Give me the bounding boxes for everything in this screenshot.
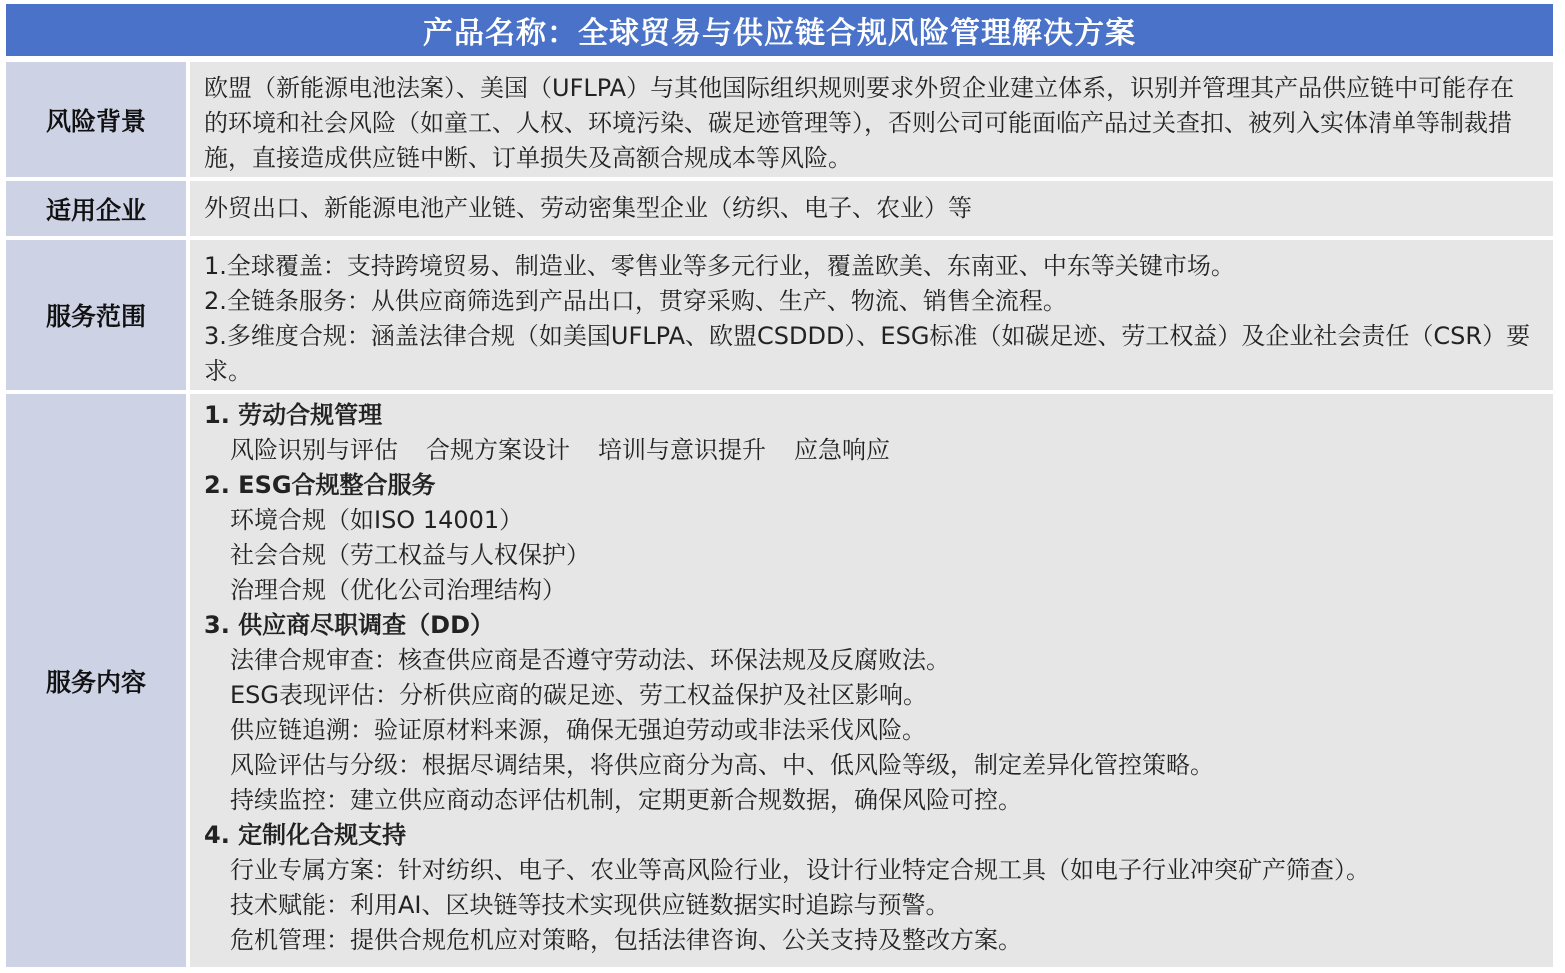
- list-item: 社会合规（劳工权益与人权保护）: [230, 541, 590, 569]
- section-title-custom-compliance: 4. 定制化合规支持: [204, 821, 407, 849]
- section-title-supplier-due-diligence: 3. 供应商尽职调查（DD）: [204, 611, 495, 639]
- table-row-risk-background: [6, 62, 1553, 177]
- row-label-service-content: 服务内容: [6, 394, 186, 967]
- row-content-applicable-companies: [190, 181, 1553, 236]
- section-title-esg-compliance: 2. ESG合规整合服务: [204, 471, 436, 499]
- service-scope-line: 1.全球覆盖：支持跨境贸易、制造业、零售业等多元行业，覆盖欧美、东南亚、中东等关键市场。: [204, 252, 1235, 280]
- applicable-companies-text: 外贸出口、新能源电池产业链、劳动密集型企业（纺织、电子、农业）等: [204, 194, 972, 222]
- page-title: 产品名称：全球贸易与供应链合规风险管理解决方案: [6, 4, 1553, 56]
- list-item: 风险评估与分级：根据尽调结果，将供应商分为高、中、低风险等级，制定差异化管控策略。: [230, 751, 1214, 779]
- service-scope-line: 3.多维度合规：涵盖法律合规（如美国UFLPA、欧盟CSDDD）、ESG标准（如碳足迹、劳工权益）及企业社会责任（CSR）要求。: [204, 322, 1531, 385]
- risk-background-text: 欧盟（新能源电池法案）、美国（UFLPA）与其他国际组织规则要求外贸企业建立体系，识别并管理其产品供应链中可能存在的环境和社会风险（如童工、人权、环境污染、碳足迹管理等），否则公司可能面临产品过关查扣、被列入实体清单等制裁措施，直接造成供应链中断、订单损失及高额合规成本等风险。: [204, 74, 1515, 172]
- row-label-applicable-companies: 适用企业: [6, 181, 186, 236]
- list-item: 风险识别与评估: [230, 436, 398, 464]
- list-item: 环境合规（如ISO 14001）: [230, 506, 524, 534]
- list-item: 持续监控：建立供应商动态评估机制，定期更新合规数据，确保风险可控。: [230, 786, 1022, 814]
- list-item: 应急响应: [794, 436, 890, 464]
- table-row-service-scope: [6, 240, 1553, 390]
- list-item: 供应链追溯：验证原材料来源，确保无强迫劳动或非法采伐风险。: [230, 716, 926, 744]
- labor-compliance-items: [204, 433, 1537, 468]
- table-row-service-content: [6, 394, 1553, 967]
- row-label-risk-background: 风险背景: [6, 62, 186, 177]
- section-title-labor-compliance: 1. 劳动合规管理: [204, 401, 383, 429]
- row-content-service-scope: [190, 240, 1553, 390]
- list-item: 培训与意识提升: [598, 436, 766, 464]
- list-item: 治理合规（优化公司治理结构）: [230, 576, 566, 604]
- row-label-service-scope: 服务范围: [6, 240, 186, 390]
- list-item: 法律合规审查：核查供应商是否遵守劳动法、环保法规及反腐败法。: [230, 646, 950, 674]
- service-scope-line: 2.全链条服务：从供应商筛选到产品出口，贯穿采购、生产、物流、销售全流程。: [204, 287, 1067, 315]
- list-item: 合规方案设计: [426, 436, 570, 464]
- list-item: 技术赋能：利用AI、区块链等技术实现供应链数据实时追踪与预警。: [230, 891, 950, 919]
- row-content-service-content: [190, 394, 1553, 967]
- list-item: 危机管理：提供合规危机应对策略，包括法律咨询、公关支持及整改方案。: [230, 926, 1022, 954]
- list-item: 行业专属方案：针对纺织、电子、农业等高风险行业，设计行业特定合规工具（如电子行业冲突矿产筛查）。: [230, 856, 1370, 884]
- row-content-risk-background: [190, 62, 1553, 177]
- list-item: ESG表现评估：分析供应商的碳足迹、劳工权益保护及社区影响。: [230, 681, 927, 709]
- table-row-applicable-companies: [6, 181, 1553, 236]
